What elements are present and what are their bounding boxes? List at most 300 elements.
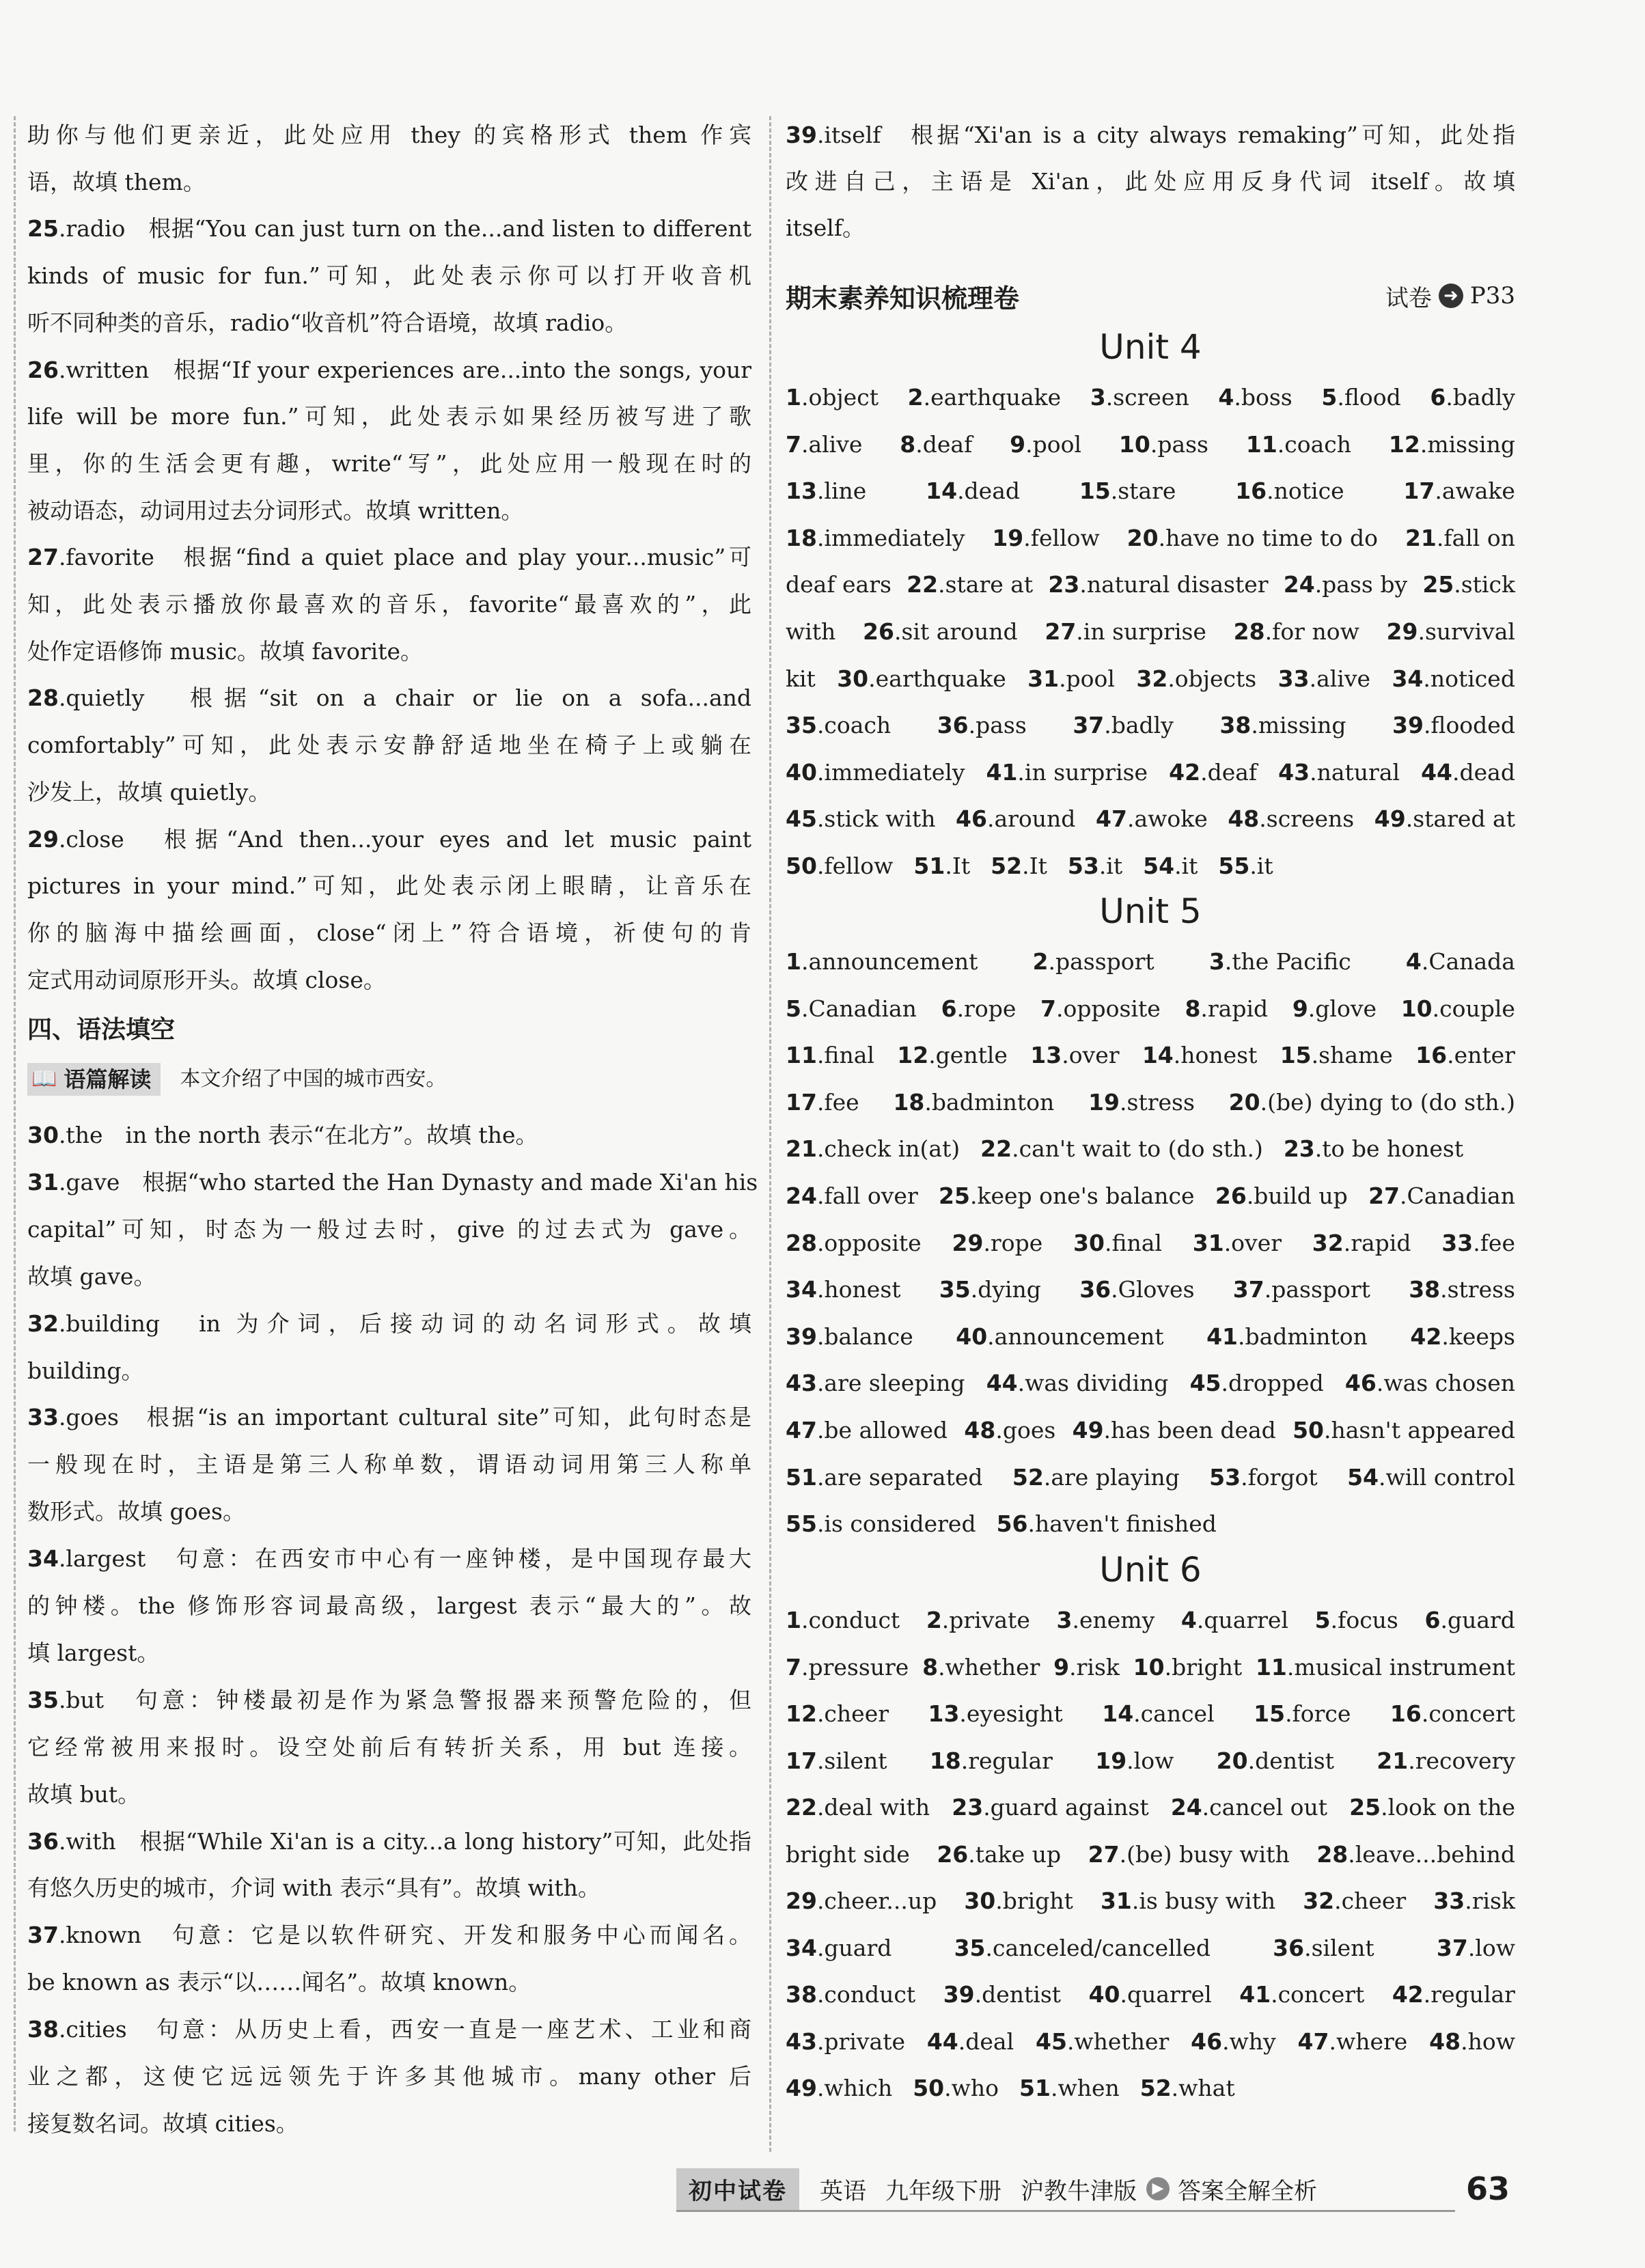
text-line: 里，你的生活会更有趣，write“写”，此处应用一般现在时的 [27, 450, 751, 477]
answer-item: 10.bright [1133, 1653, 1243, 1681]
unit5-answers-row [786, 1276, 1515, 1303]
answer-item: 4.quarrel [1180, 1607, 1289, 1633]
item-number: 32 [27, 1310, 59, 1337]
unit6-answers-row [786, 1654, 1515, 1681]
item-number: 15 [1280, 1042, 1312, 1069]
answer-item: 46.around [956, 805, 1076, 833]
answer-item: 9.pool [1010, 430, 1082, 458]
answer-item: 22.can't wait to (do sth.) [980, 1135, 1263, 1163]
item-number: 16 [1415, 1042, 1448, 1069]
item-number: 35 [954, 1934, 986, 1961]
item-number: 40 [1088, 1981, 1120, 2008]
answer-item: 34.guard [786, 1934, 892, 1961]
answer-item: 16.concert [1390, 1700, 1515, 1727]
item-number: 24 [786, 1183, 817, 1209]
unit5-answers-row [786, 1417, 1515, 1444]
item-number: 39 [943, 1981, 975, 2008]
item-number: 35 [27, 1686, 59, 1713]
item-number: 12 [897, 1042, 929, 1069]
answer-item: 6.rope [941, 995, 1017, 1022]
answer-item: 19.low [1095, 1747, 1174, 1774]
item-number: 4 [1218, 384, 1234, 411]
answer-item: 43.natural [1278, 758, 1400, 786]
item-number: 53 [1209, 1463, 1241, 1491]
item-number: 1 [786, 384, 801, 411]
item-number: 7 [1040, 995, 1056, 1022]
item-number: 30 [27, 1122, 59, 1148]
item-number: 19 [992, 524, 1024, 551]
unit6-answers-row [786, 2028, 1515, 2056]
unit5-answers-row [786, 1042, 1515, 1069]
answer-item: 54.will control [1347, 1463, 1515, 1491]
item-number: 42 [1392, 1981, 1424, 2008]
text-line: 语，故填 them。 [27, 168, 206, 195]
item-number: 13 [1030, 1042, 1062, 1069]
item-number: 29 [786, 1887, 817, 1914]
item-number: 50 [913, 2075, 945, 2101]
answer-item: 36.Gloves [1079, 1276, 1195, 1303]
answer-item: 6.guard [1424, 1607, 1515, 1633]
unit4-answers-row [786, 384, 1515, 411]
unit6-answers-row [786, 1935, 1515, 1962]
item-number: 19 [1095, 1747, 1127, 1774]
answer-item: 37.low [1436, 1934, 1515, 1961]
text-line: 处作定语修饰 music。故填 favorite。 [27, 637, 424, 665]
answer-item: 56.haven't finished [996, 1510, 1217, 1538]
answer-item: 3.screen [1090, 384, 1189, 411]
item-number: 2 [926, 1607, 942, 1633]
answer-item: 5.flood [1321, 384, 1401, 411]
answer-item: 13.line [786, 478, 867, 505]
answer-item: 32.objects [1136, 665, 1257, 692]
unit4-answers-row [786, 853, 1294, 880]
item-number: 6 [941, 995, 957, 1022]
answer-item: 13.over [1030, 1042, 1120, 1069]
answer-item: 25.keep one's balance [939, 1183, 1195, 1209]
answer-item: 20.dentist [1216, 1747, 1334, 1774]
unit4-answers-row [786, 478, 1515, 505]
exam-title: 期末素养知识梳理卷 [786, 283, 1020, 314]
text-line: 助你与他们更亲近，此处应用 they 的宾格形式 them 作宾 [27, 122, 751, 148]
answer-item: 40.announcement [956, 1323, 1164, 1350]
item-number: 40 [786, 758, 817, 786]
answer-item: 7.alive [786, 430, 863, 458]
item-number: 35 [939, 1276, 971, 1303]
answer-item: 48.how [1429, 2028, 1515, 2055]
footer-answers: 答案全解全析 [1178, 2177, 1317, 2205]
text-line: 39.itself 根据“Xi'an is a city always remaking”可知，此处指 [786, 122, 1515, 148]
item-number: 13 [786, 478, 817, 505]
text-line: 29.close 根据“And then...your eyes and let music paint [27, 825, 751, 853]
item-number: 51 [786, 1463, 817, 1491]
answer-item: with [786, 618, 836, 645]
answer-item: 51.are separated [786, 1463, 983, 1491]
item-number: 2 [907, 384, 924, 411]
item-number: 44 [926, 2028, 958, 2055]
text-line: pictures in your mind.”可知，此处表示闭上眼睛，让音乐在 [27, 872, 751, 900]
section-heading: 四、语法填空 [27, 1016, 176, 1044]
text-line: 26.written 根据“If your experiences are...into the songs, your [27, 356, 751, 383]
unit6-answers-row [786, 1794, 1515, 1821]
item-number: 53 [1067, 853, 1099, 879]
answer-item: 26.sit around [863, 618, 1018, 645]
item-number: 9 [1010, 430, 1026, 458]
text-line: 35.but 句意：钟楼最初是作为紧急警报器来预警危险的，但 [27, 1686, 751, 1713]
item-number: 25 [1349, 1794, 1381, 1821]
unit5-answers-row [786, 1464, 1515, 1491]
item-number: 33 [1441, 1229, 1474, 1256]
text-line: 知，此处表示播放你最喜欢的音乐，favorite“最喜欢的”，此 [27, 591, 751, 618]
item-number: 3 [1090, 384, 1106, 411]
text-line: 被动语态，动词用过去分词形式。故填 written。 [27, 497, 524, 524]
answer-item: 20.(be) dying to (do sth.) [1228, 1088, 1515, 1116]
item-number: 11 [1245, 430, 1277, 458]
answer-item: 32.rapid [1312, 1229, 1411, 1256]
answer-item: 5.focus [1314, 1607, 1398, 1633]
item-number: 47 [786, 1417, 817, 1443]
item-number: 16 [1235, 478, 1267, 505]
answer-item: 41.badminton [1206, 1323, 1368, 1350]
item-number: 49 [1374, 805, 1406, 833]
text-line: 38.cities 句意：从历史上看，西安一直是一座艺术、工业和商 [27, 2016, 751, 2043]
answer-item: 47.where [1297, 2028, 1408, 2055]
answer-item: 44.was dividing [986, 1370, 1169, 1397]
answer-item: 31.is busy with [1100, 1887, 1276, 1914]
answer-item: 49.stared at [1374, 805, 1515, 833]
answer-item: 53.it [1067, 853, 1123, 879]
answer-item: 28.leave...behind [1316, 1840, 1515, 1868]
book-icon: 📖 [31, 1067, 57, 1091]
footer-subject: 英语 [820, 2177, 866, 2205]
answer-item: 18.immediately [786, 524, 965, 551]
answer-item: 49.has been dead [1072, 1417, 1276, 1443]
text-line: 听不同种类的音乐，radio“收音机”符合语境，故填 radio。 [27, 309, 628, 336]
item-number: 6 [1430, 384, 1446, 411]
item-number: 45 [1036, 2028, 1067, 2055]
item-number: 43 [786, 1370, 817, 1397]
item-number: 17 [786, 1747, 817, 1774]
answer-item: 19.stress [1088, 1088, 1195, 1116]
item-number: 14 [1142, 1042, 1174, 1069]
text-line: 填 largest。 [27, 1639, 160, 1666]
answer-item: 18.regular [929, 1747, 1053, 1774]
unit5-answers-row [786, 1089, 1515, 1116]
answer-item: 12.missing [1388, 430, 1515, 458]
answer-item: 48.screens [1228, 805, 1355, 833]
unit6-answers-row [786, 1841, 1515, 1868]
item-number: 31 [1100, 1887, 1132, 1914]
item-number: 43 [786, 2028, 817, 2055]
unit5-answers-row [786, 995, 1515, 1023]
answer-item: 41.in surprise [986, 758, 1148, 786]
answer-item: 16.enter [1415, 1042, 1515, 1069]
answer-item: 46.why [1191, 2028, 1276, 2055]
item-number: 8 [1185, 995, 1201, 1022]
unit4-answers-row [786, 431, 1515, 458]
answer-item: 18.badminton [893, 1088, 1055, 1116]
answer-item: 25.look on the [1349, 1794, 1515, 1821]
item-number: 1 [786, 948, 801, 975]
answer-item: 14.honest [1142, 1042, 1258, 1069]
item-number: 51 [1019, 2075, 1051, 2101]
unit6-answers-row [786, 1887, 1515, 1915]
item-number: 19 [1088, 1088, 1120, 1116]
item-number: 38 [27, 2016, 59, 2043]
answer-item: 47.be allowed [786, 1417, 948, 1443]
answer-item: 22.stare at [907, 571, 1034, 598]
item-number: 20 [1216, 1747, 1248, 1774]
item-number: 27 [1368, 1183, 1400, 1209]
arrow-right-icon: ➜ [1439, 284, 1463, 308]
answer-item: 30.earthquake [837, 665, 1006, 692]
answer-item: 7.pressure [786, 1653, 909, 1681]
answer-item: 35.canceled/cancelled [954, 1934, 1211, 1961]
answer-item: 52.It [991, 853, 1047, 879]
answer-item: 29.cheer...up [786, 1887, 937, 1914]
unit6-answers-row [786, 1700, 1515, 1728]
text-line: comfortably”可知，此处表示安静舒适地坐在椅子上或躺在 [27, 732, 751, 759]
item-number: 45 [786, 805, 817, 833]
item-number: 11 [786, 1042, 817, 1069]
answer-item: 16.notice [1235, 478, 1344, 505]
item-number: 50 [786, 853, 817, 879]
answer-item: 42.regular [1392, 1981, 1515, 2008]
answer-item: 30.final [1073, 1229, 1162, 1256]
item-number: 28 [1316, 1840, 1349, 1868]
text-line: 你的脑海中描绘画面，close“闭上”符合语境，祈使句的肯 [27, 919, 751, 946]
answer-item: 43.are sleeping [786, 1370, 965, 1397]
item-number: 52 [1139, 2075, 1172, 2101]
text-line: 故填 gave。 [27, 1262, 156, 1290]
item-number: 5 [1314, 1607, 1331, 1633]
answer-item: 30.bright [964, 1887, 1073, 1914]
answer-item: 21.fall on [1405, 524, 1515, 551]
text-line: 有悠久历史的城市，介词 with 表示“具有”。故填 with。 [27, 1875, 600, 1902]
item-number: 22 [786, 1794, 817, 1821]
answer-item: 39.dentist [943, 1981, 1062, 2008]
text-line: 36.with 根据“While Xi'an is a city...a long history”可知，此处指 [27, 1827, 751, 1855]
answer-item: 51.It [913, 853, 971, 879]
answer-item: 26.take up [937, 1840, 1062, 1868]
text-line: be known as 表示“以……闻名”。故填 known。 [27, 1969, 531, 1996]
unit5-answers-row [786, 1323, 1515, 1351]
item-number: 46 [956, 805, 987, 833]
item-number: 48 [1228, 805, 1260, 833]
item-number: 39 [786, 1323, 817, 1350]
item-number: 27 [1088, 1840, 1120, 1868]
answer-item: 3.the Pacific [1208, 948, 1351, 975]
footer-rule [676, 2210, 1455, 2212]
text-line: 数形式。故填 goes。 [27, 1498, 245, 1525]
exam-reference[interactable] [1385, 279, 1515, 313]
unit4-answers-row [786, 759, 1515, 786]
answer-item: 23.guard against [952, 1794, 1149, 1821]
item-number: 8 [922, 1653, 939, 1681]
answer-item: 4.boss [1218, 384, 1292, 411]
item-number: 33 [1277, 665, 1310, 692]
answer-item: 44.dead [1421, 758, 1515, 786]
item-number: 23 [1048, 571, 1080, 598]
answer-item: 41.concert [1239, 1981, 1365, 2008]
answer-item: 29.rope [952, 1229, 1043, 1256]
item-number: 4 [1405, 948, 1422, 975]
answer-item: 17.fee [786, 1088, 859, 1116]
item-number: 48 [1429, 2028, 1461, 2055]
answer-item: 31.pool [1027, 665, 1115, 692]
item-number: 21 [786, 1135, 817, 1163]
unit6-answers-row [786, 2075, 1256, 2102]
item-number: 31 [27, 1168, 59, 1195]
answer-item: 7.opposite [1040, 995, 1161, 1022]
item-number: 8 [900, 430, 916, 458]
item-number: 22 [907, 571, 939, 598]
item-number: 45 [1189, 1370, 1221, 1397]
footer-brand: 初中试卷 [676, 2168, 799, 2210]
item-number: 32 [1303, 1887, 1335, 1914]
item-number: 56 [996, 1510, 1028, 1538]
answer-item: 28.for now [1233, 618, 1359, 645]
item-number: 25 [939, 1183, 970, 1209]
answer-item: 8.rapid [1185, 995, 1269, 1022]
text-line: 37.known 句意：它是以软件研究、开发和服务中心而闻名。 [27, 1922, 751, 1949]
answer-item: 15.shame [1280, 1042, 1393, 1069]
text-line: 34.largest 句意：在西安市中心有一座钟楼，是中国现存最大 [27, 1545, 751, 1573]
text-line: building。 [27, 1357, 144, 1384]
item-number: 3 [1208, 948, 1225, 975]
answer-item: 39.balance [786, 1323, 913, 1350]
answer-item: 23.to be honest [1283, 1135, 1464, 1163]
answer-item: 17.awake [1403, 478, 1515, 505]
text-line: 25.radio 根据“You can just turn on the...and listen to different [27, 215, 751, 243]
item-number: 10 [1118, 430, 1150, 458]
text-line: 27.favorite 根据“find a quiet place and play your...music”可 [27, 544, 751, 571]
item-number: 37 [1436, 1934, 1468, 1961]
answer-item: 27.(be) busy with [1088, 1840, 1290, 1868]
answer-item: 1.object [786, 384, 879, 411]
item-number: 26 [1215, 1183, 1247, 1209]
answer-item: 25.stick [1422, 571, 1515, 598]
item-number: 46 [1191, 2028, 1223, 2055]
item-number: 29 [27, 825, 59, 853]
item-number: 1 [786, 1607, 801, 1633]
answer-item: 40.immediately [786, 758, 965, 786]
item-number: 12 [786, 1700, 817, 1727]
item-number: 43 [1278, 758, 1310, 786]
page-footer [676, 2166, 1523, 2212]
answer-item: 24.fall over [786, 1183, 918, 1209]
answer-item: 22.deal with [786, 1794, 930, 1821]
answer-item: 39.flooded [1392, 712, 1515, 739]
answer-item: 29.survival [1386, 618, 1515, 645]
answer-item: 38.stress [1409, 1276, 1515, 1303]
item-number: 35 [786, 712, 817, 739]
answer-item: 11.musical instrument [1255, 1653, 1515, 1681]
item-number: 33 [1433, 1887, 1465, 1914]
item-number: 42 [1169, 758, 1201, 786]
answer-item: 15.force [1254, 1700, 1351, 1727]
answer-item: 26.build up [1215, 1183, 1348, 1209]
unit4-answers-row [786, 571, 1515, 598]
item-number: 7 [786, 430, 801, 458]
item-number: 51 [913, 853, 945, 879]
answer-item: deaf ears [786, 571, 891, 598]
item-number: 23 [1283, 1135, 1315, 1163]
answer-item: 37.passport [1232, 1276, 1370, 1303]
item-number: 31 [1192, 1229, 1224, 1256]
answer-item: 14.dead [926, 478, 1021, 505]
footer-edition: 沪教牛津版 [1021, 2177, 1137, 2205]
item-number: 20 [1126, 524, 1159, 551]
unit4-title: Unit 4 [1099, 327, 1202, 367]
item-number: 10 [1133, 1653, 1165, 1681]
answer-item: 23.natural disaster [1048, 571, 1269, 598]
item-number: 55 [1218, 853, 1250, 879]
item-number: 23 [952, 1794, 984, 1821]
answer-item: 14.cancel [1102, 1700, 1215, 1727]
item-number: 48 [964, 1417, 996, 1443]
answer-item: kit [786, 665, 816, 692]
left-margin-rule [14, 116, 16, 2131]
text-line: itself。 [786, 215, 866, 241]
item-number: 41 [1206, 1323, 1239, 1350]
reading-note-label: 📖 语篇解读 [27, 1063, 161, 1096]
item-number: 11 [1255, 1653, 1287, 1681]
answer-item: 1.announcement [786, 948, 978, 975]
answer-item: 9.risk [1053, 1653, 1120, 1681]
text-line: capital”可知，时态为一般过去时，give 的过去式为 gave。 [27, 1215, 751, 1243]
answer-item: 48.goes [964, 1417, 1056, 1443]
item-number: 38 [786, 1981, 817, 2008]
item-number: 9 [1053, 1653, 1070, 1681]
item-number: 32 [1136, 665, 1168, 692]
answer-item: 49.which [786, 2075, 893, 2101]
unit4-answers-row [786, 805, 1515, 833]
text-line: 的钟楼。the 修饰形容词最高级，largest 表示“最大的”。故 [27, 1592, 751, 1619]
answer-item: bright side [786, 1840, 910, 1868]
answer-item: 45.dropped [1189, 1370, 1324, 1397]
item-number: 14 [1102, 1700, 1134, 1727]
answer-item: 54.it [1143, 853, 1198, 879]
item-number: 37 [1073, 712, 1105, 739]
answer-item: 1.conduct [786, 1607, 900, 1633]
item-number: 30 [837, 665, 869, 692]
item-number: 21 [1377, 1747, 1409, 1774]
answer-item: 8.whether [922, 1653, 1040, 1681]
unit4-answers-row [786, 665, 1515, 693]
unit5-answers-row [786, 1230, 1515, 1257]
answer-item: 19.fellow [992, 524, 1100, 551]
text-line: 30.the in the north 表示“在北方”。故填 the。 [27, 1122, 538, 1148]
answer-item: 36.pass [937, 712, 1027, 739]
play-icon: ▶ [1146, 2177, 1170, 2200]
text-line: 改进自己，主语是 Xi'an，此处应用反身代词 itself。故填 [786, 168, 1515, 195]
footer-grade: 九年级下册 [885, 2177, 1001, 2205]
item-number: 5 [786, 995, 801, 1022]
answer-item: 35.coach [786, 712, 891, 739]
item-number: 44 [1421, 758, 1453, 786]
answer-item: 46.was chosen [1344, 1370, 1515, 1397]
item-number: 49 [1072, 1417, 1104, 1443]
answer-item: 31.over [1192, 1229, 1282, 1256]
exam-ref-page: P33 [1469, 282, 1515, 309]
answer-item: 37.badly [1073, 712, 1174, 739]
unit5-title: Unit 5 [1099, 891, 1202, 931]
item-number: 26 [937, 1840, 969, 1868]
item-number: 54 [1143, 853, 1175, 879]
item-number: 25 [27, 215, 59, 243]
item-number: 47 [1297, 2028, 1329, 2055]
answer-item: 27.in surprise [1045, 618, 1206, 645]
